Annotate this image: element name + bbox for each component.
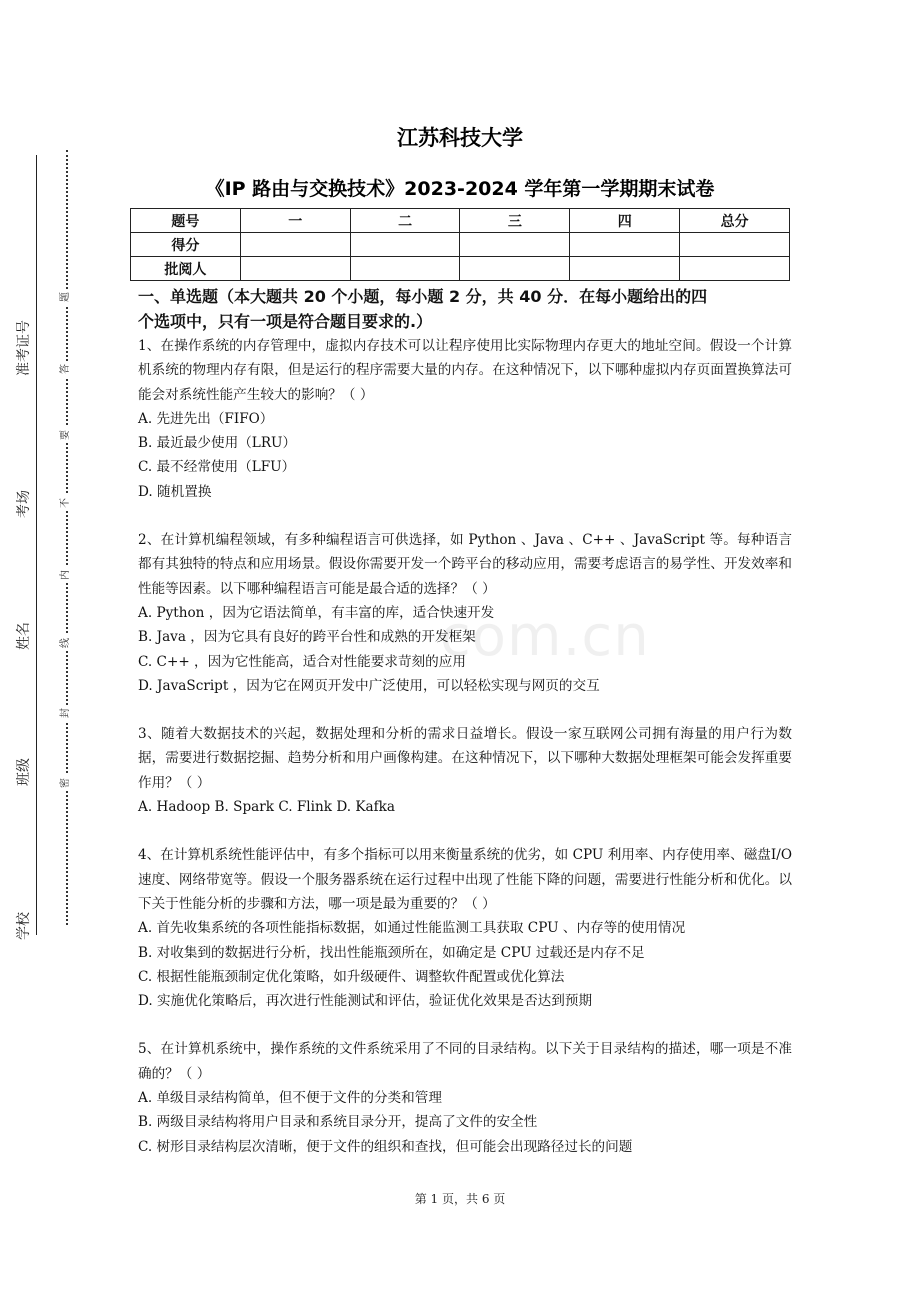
question-option[interactable]: A. 单级目录结构简单，但不便于文件的分类和管理 (138, 1090, 442, 1107)
grader-cell[interactable] (460, 257, 570, 281)
grader-cell[interactable] (680, 257, 790, 281)
question-option[interactable]: A. Hadoop B. Spark C. Flink D. Kafka (138, 799, 396, 816)
question-option[interactable]: C. 树形目录结构层次清晰，便于文件的组织和查找，但可能会出现路径过长的问题 (138, 1138, 633, 1155)
seal-char: 要 (59, 427, 73, 443)
score-header-cell: 题号 (131, 209, 241, 233)
question-option[interactable]: B. 最近最少使用（LRU） (138, 435, 297, 452)
score-header-cell: 总分 (680, 209, 790, 233)
field-school: 学校 (16, 912, 32, 940)
seal-char: 线 (59, 635, 73, 651)
question-option[interactable]: C. C++ ，因为它性能高，适合对性能要求苛刻的应用 (138, 653, 466, 670)
question-stem: 4、在计算机系统性能评估中，有多个指标可以用来衡量系统的优劣，如 CPU 利用率、内存使用率、磁盘I/O速度、网络带宽等。假设一个服务器系统在运行过程中出现了性能下降的问题，需要进行性能分析和优化。以下关于性能分析的步骤和方法，哪一项是最为重要的？（ ） (138, 847, 792, 912)
question-option[interactable]: B. 两级目录结构将用户目录和系统目录分开，提高了文件的安全性 (138, 1114, 538, 1131)
question-option[interactable]: C. 根据性能瓶颈制定优化策略，如升级硬件、调整软件配置或优化算法 (138, 968, 565, 985)
question-option[interactable]: A. 先进先出（FIFO） (138, 410, 274, 427)
field-exam-number: 准考证号 (16, 320, 32, 376)
question-option[interactable]: B. 对收集到的数据进行分析，找出性能瓶颈所在，如确定是 CPU 过载还是内存不足 (138, 944, 645, 961)
score-row (131, 233, 790, 257)
question-stem: 1、在操作系统的内存管理中，虚拟内存技术可以让程序使用比实际物理内存更大的地址空间。假设一个计算机系统的物理内存有限，但是运行的程序需要大量的内存。在这种情况下，以下哪种虚拟内存页面置换算法可能会对系统性能产生较大的影响？（ ） (138, 338, 792, 403)
grader-row-label: 批阅人 (131, 257, 241, 281)
score-cell[interactable] (680, 233, 790, 257)
binding-solid-line (36, 155, 37, 935)
seal-char: 不 (59, 495, 73, 511)
section-heading-line: 个选项中，只有一项是符合题目要求的.） (138, 312, 433, 331)
grader-row (131, 257, 790, 281)
score-header-cell: 一 (240, 209, 350, 233)
grader-cell[interactable] (240, 257, 350, 281)
grader-cell[interactable] (570, 257, 680, 281)
score-table (130, 208, 790, 281)
score-row-label: 得分 (131, 233, 241, 257)
question-option[interactable]: B. Java ，因为它具有良好的跨平台性和成熟的开发框架 (138, 629, 476, 646)
question-5 (138, 1037, 792, 1158)
question-option[interactable]: D. JavaScript ，因为它在网页开发中广泛使用，可以轻松实现与网页的交互 (138, 677, 600, 694)
seal-char: 密 (59, 775, 73, 791)
exam-content (138, 284, 792, 1183)
seal-char: 内 (59, 567, 73, 583)
question-option[interactable]: A. 首先收集系统的各项性能指标数据，如通过性能监测工具获取 CPU 、内存等的使用情况 (138, 920, 686, 937)
seal-char: 题 (59, 289, 73, 305)
question-stem: 2、在计算机编程领域，有多种编程语言可供选择，如 Python 、Java 、C++ 、JavaScript 等。每种语言都有其独特的特点和应用场景。假设你需要开发一个跨平台的移动应用，需要考虑语言的易学性、开发效率和性能等因素。以下哪种编程语言可能是最合适的选择？（ ） (138, 532, 792, 597)
score-cell[interactable] (460, 233, 570, 257)
grader-cell[interactable] (350, 257, 460, 281)
question-1 (138, 334, 792, 504)
seal-dotted-line (66, 150, 68, 925)
score-table-header-row (131, 209, 790, 233)
question-option[interactable]: C. 最不经常使用（LFU） (138, 459, 296, 476)
score-header-cell: 三 (460, 209, 570, 233)
question-stem: 3、随着大数据技术的兴起，数据处理和分析的需求日益增长。假设一家互联网公司拥有海量的用户行为数据，需要进行数据挖掘、趋势分析和用户画像构建。在这种情况下，以下哪种大数据处理框架可能会发挥重要作用？（ ） (138, 726, 792, 791)
section-heading-line: 一、单选题（本大题共 20 个小题，每小题 2 分，共 40 分．在每小题给出的四 (138, 287, 708, 306)
score-cell[interactable] (350, 233, 460, 257)
question-option[interactable]: A. Python ，因为它语法简单，有丰富的库，适合快速开发 (138, 604, 495, 621)
field-name: 姓名 (16, 622, 32, 650)
question-3 (138, 722, 792, 819)
score-header-cell: 四 (570, 209, 680, 233)
question-option[interactable]: D. 随机置换 (138, 483, 212, 500)
seal-char: 答 (59, 361, 73, 377)
score-cell[interactable] (570, 233, 680, 257)
score-header-cell: 二 (350, 209, 460, 233)
field-class: 班级 (16, 758, 32, 786)
question-option[interactable]: D. 实施优化策略后，再次进行性能测试和评估，验证优化效果是否达到预期 (138, 993, 593, 1010)
question-2 (138, 528, 792, 698)
exam-title: 《IP 路由与交换技术》2023-2024 学年第一学期期末试卷 (205, 178, 715, 200)
question-4 (138, 843, 792, 1013)
score-cell[interactable] (240, 233, 350, 257)
question-stem: 5、在计算机系统中，操作系统的文件系统采用了不同的目录结构。以下关于目录结构的描述，哪一项是不准确的？（ ） (138, 1041, 792, 1082)
seal-char: 封 (59, 705, 73, 721)
page-footer: 第 1 页，共 6 页 (414, 1192, 506, 1206)
section-heading (138, 284, 792, 334)
school-title: 江苏科技大学 (397, 126, 523, 150)
watermark: com.cn (440, 604, 650, 669)
field-exam-room: 考场 (16, 490, 32, 518)
